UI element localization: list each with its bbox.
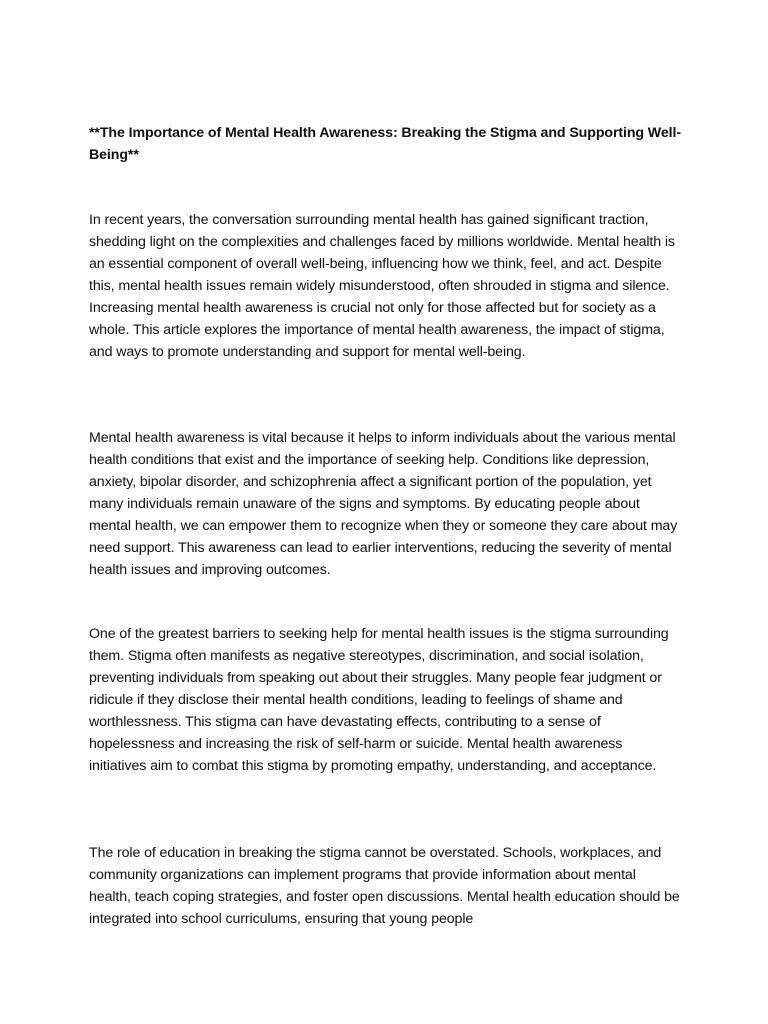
paragraph-awareness: Mental health awareness is vital because it helps to inform individuals about the various mental health conditions that exist and the importance of seeking help. Conditions like depression, anxiety, bipolar disorder, and schizophrenia affect a significant portion of the population, yet many individuals remain unaware of the signs and symptoms. By educating people about mental health, we can empower them to recognize when they or someone they care about may need support. This awareness can lead to earlier interventions, reducing the severity of mental health issues and improving outcomes.: [89, 430, 678, 578]
paragraph-education: The role of education in breaking the stigma cannot be overstated. Schools, workplaces, and community organizations can implement programs that provide information about mental health, teach coping strategies, and foster open discussions. Mental health education should be integrated into school curriculums, ensuring that young people: [89, 845, 680, 927]
paragraph-stigma: One of the greatest barriers to seeking help for mental health issues is the stigma surrounding them. Stigma often manifests as negative stereotypes, discrimination, and social isolation, preventing individuals from speaking out about their struggles. Many people fear judgment or ridicule if they disclose their mental health conditions, leading to feelings of shame and worthlessness. This stigma can have devastating effects, contributing to a sense of hopelessness and increasing the risk of self-harm or suicide. Mental health awareness initiatives aim to combat this stigma by promoting empathy, understanding, and acceptance.: [89, 626, 669, 774]
document-body: [89, 122, 681, 927]
document-title: **The Importance of Mental Health Awareness: Breaking the Stigma and Supporting Well-Being**: [89, 125, 681, 163]
paragraph-intro: In recent years, the conversation surrounding mental health has gained significant traction, shedding light on the complexities and challenges faced by millions worldwide. Mental health is an essential component of overall well-being, influencing how we think, feel, and act. Despite this, mental health issues remain widely misunderstood, often shrouded in stigma and silence. Increasing mental health awareness is crucial not only for those affected but for society as a whole. This article explores the importance of mental health awareness, the impact of stigma, and ways to promote understanding and support for mental well-being.: [89, 212, 675, 360]
